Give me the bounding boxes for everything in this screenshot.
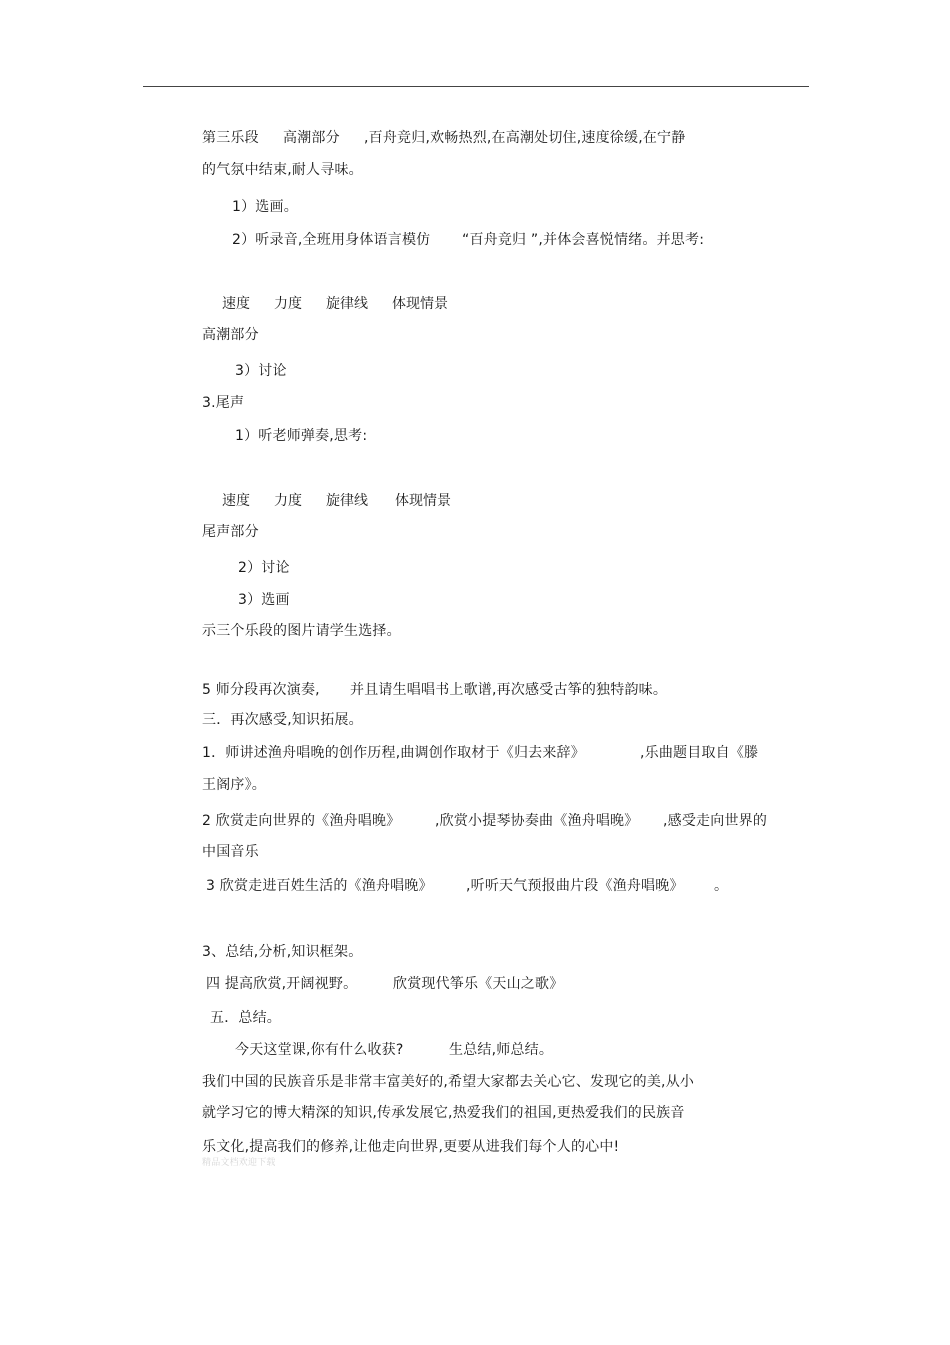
part3-item2-b: ,欣赏小提琴协奏曲《渔舟唱晚》: [435, 813, 639, 829]
part5-paragraph-line1: 我们中国的民族音乐是非常丰富美好的,希望大家都去关心它、发现它的美,从小: [202, 1074, 695, 1090]
coda-step2: 2）讨论: [238, 560, 290, 576]
step5-a: 5 师分段再次演奏,: [202, 682, 320, 698]
header-scene: 体现情景: [395, 493, 451, 509]
section3-part: 高潮部分: [283, 130, 340, 146]
part3-item1-c: 王阁序》。: [202, 777, 266, 793]
header-rule: [143, 86, 809, 87]
watermark: 精品文档欢迎下载: [202, 1158, 276, 1168]
coda-step1: 1）听老师弹奏,思考:: [235, 428, 368, 444]
part5-heading: 五．总结。: [210, 1010, 281, 1026]
part5-paragraph-line3: 乐文化,提高我们的修养,让他走向世界,更要从进我们每个人的心中!: [202, 1139, 620, 1155]
section3-step3: 3）讨论: [235, 363, 287, 379]
summary-line: 3、总结,分析,知识框架。: [202, 944, 363, 960]
coda-row-label: 尾声部分: [202, 524, 259, 540]
coda-note: 示三个乐段的图片请学生选择。: [202, 623, 401, 639]
header-melody-line: 旋律线: [326, 493, 368, 509]
part3-item2-c: ,感受走向世界的: [663, 813, 768, 829]
section3-row-label: 高潮部分: [202, 327, 259, 343]
part3-item1-a: 1．师讲述渔舟唱晚的创作历程,曲调创作取材于《归去来辞》: [202, 745, 585, 761]
header-dynamics: 力度: [274, 493, 302, 509]
coda-heading: 3.尾声: [202, 395, 245, 411]
part5-paragraph-line2: 就学习它的博大精深的知识,传承发展它,热爱我们的祖国,更热爱我们的民族音: [202, 1105, 685, 1121]
section3-label: 第三乐段: [202, 130, 259, 146]
header-speed: 速度: [222, 296, 250, 312]
section3-desc-line2: 的气氛中结束,耐人寻味。: [202, 162, 363, 178]
part5-answer: 生总结,师总结。: [449, 1042, 554, 1058]
part5-question: 今天这堂课,你有什么收获?: [235, 1042, 404, 1058]
header-dynamics: 力度: [274, 296, 302, 312]
header-scene: 体现情景: [392, 296, 448, 312]
section3-step2-b: “百舟竞归 ”,并体会喜悦情绪。并思考:: [462, 232, 705, 248]
part3-item3-c: 。: [714, 878, 729, 894]
step5-b: 并且请生唱唱书上歌谱,再次感受古筝的独特韵味。: [350, 682, 668, 698]
section3-step2-a: 2）听录音,全班用身体语言模仿: [232, 232, 431, 248]
part3-item2-d: 中国音乐: [202, 844, 259, 860]
header-speed: 速度: [222, 493, 250, 509]
section3-desc-line1: ,百舟竞归,欢畅热烈,在高潮处切住,速度徐缓,在宁静: [364, 130, 686, 146]
part3-heading: 三．再次感受,知识拓展。: [202, 712, 363, 728]
part3-item2-a: 2 欣赏走向世界的《渔舟唱晚》: [202, 813, 401, 829]
header-melody-line: 旋律线: [326, 296, 368, 312]
coda-step3: 3）选画: [238, 592, 290, 608]
section3-step1: 1）选画。: [232, 199, 298, 215]
part4-b: 欣赏现代筝乐《天山之歌》: [393, 976, 564, 992]
part4-a: 四 提高欣赏,开阔视野。: [206, 976, 358, 992]
part3-item1-b: ,乐曲题目取自《滕: [640, 745, 759, 761]
part3-item3-a: 3 欣赏走进百姓生活的《渔舟唱晚》: [206, 878, 433, 894]
part3-item3-b: ,听听天气预报曲片段《渔舟唱晚》: [466, 878, 684, 894]
